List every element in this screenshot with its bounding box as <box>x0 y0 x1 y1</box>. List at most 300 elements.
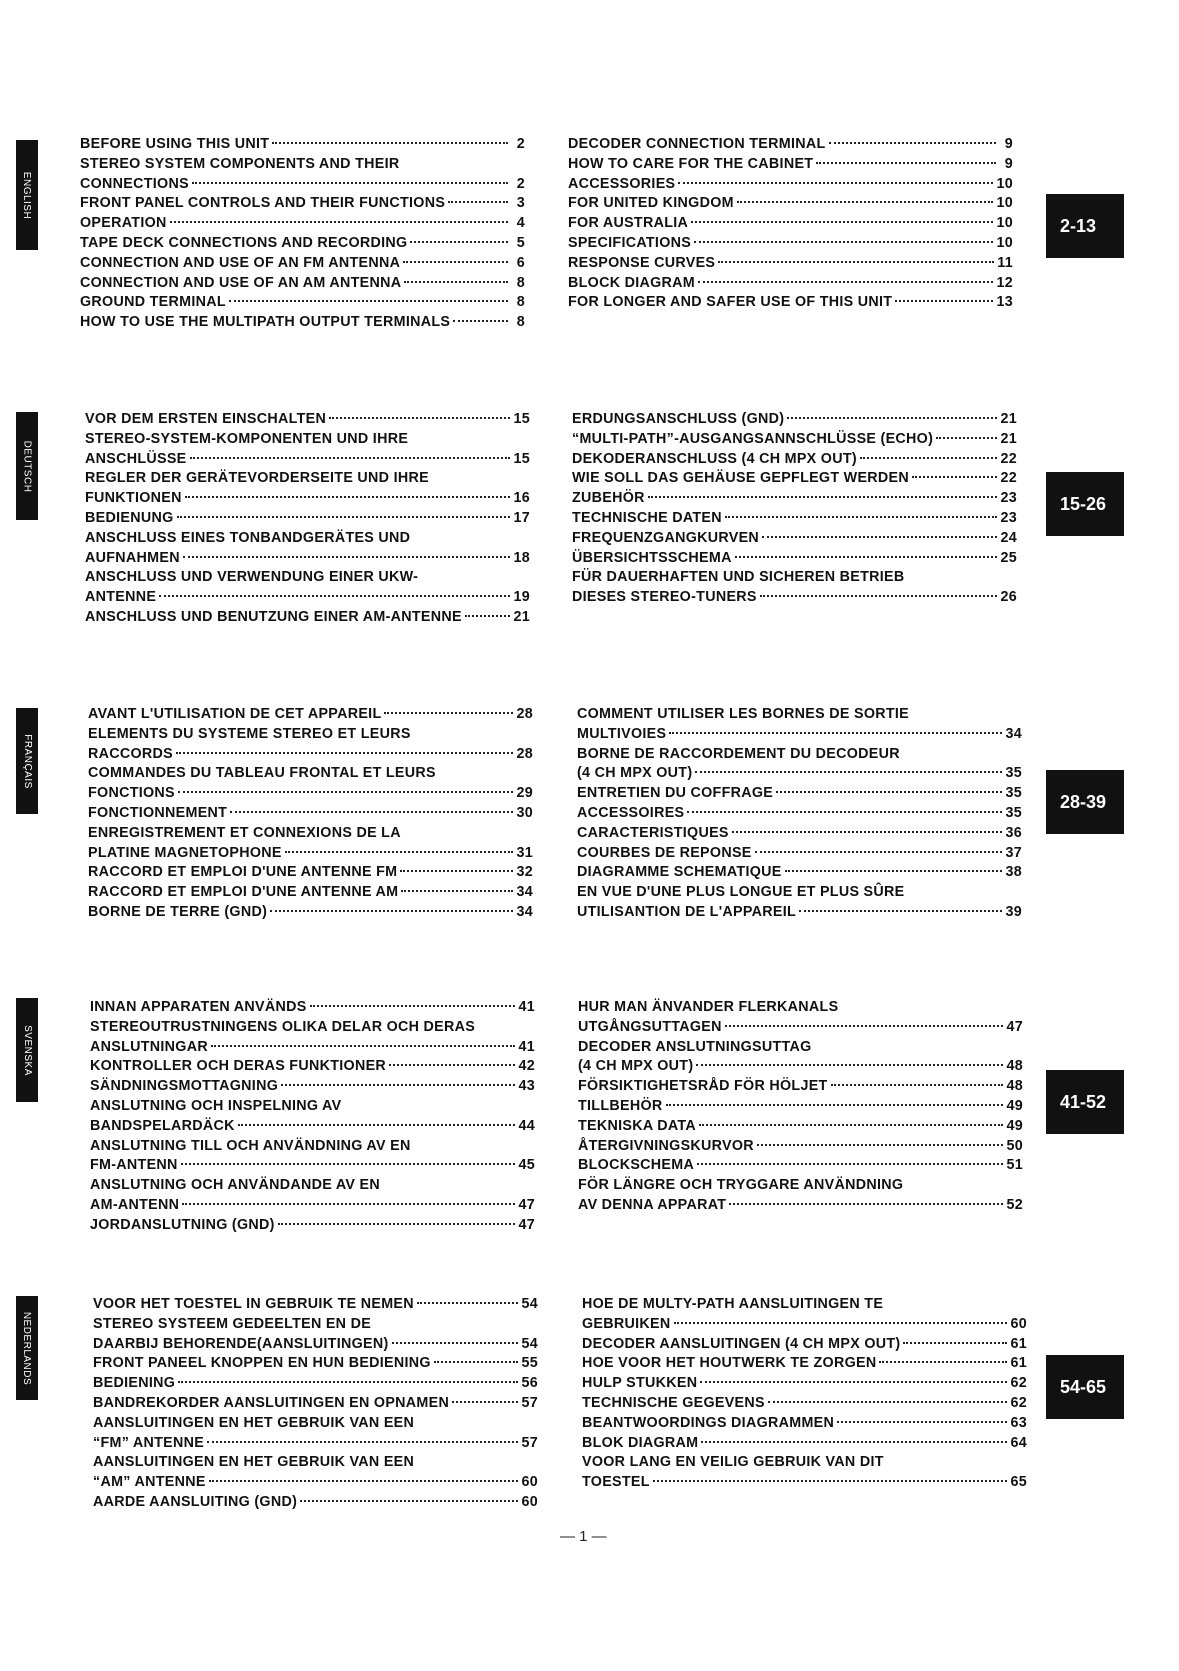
language-tab-nederlands <box>16 1296 38 1400</box>
toc-entry-page: 60 <box>1010 1315 1027 1332</box>
language-label: DEUTSCH <box>21 440 33 492</box>
dot-leader <box>170 221 508 223</box>
toc-entry-page: 35 <box>1005 765 1022 782</box>
toc-entry-page: 62 <box>1010 1394 1027 1411</box>
toc-entry-title: AV DENNA APPARAT <box>578 1196 727 1213</box>
toc-entry <box>578 1038 1023 1058</box>
dot-leader <box>453 320 508 322</box>
toc-entry-title: ENTRETIEN DU COFFRAGE <box>577 785 774 802</box>
toc-entry <box>85 529 530 549</box>
toc-entry-title: ANSLUTNING TILL OCH ANVÄNDNING AV EN <box>90 1137 411 1154</box>
toc-entry-title: ANSLUTNING OCH ANVÄNDANDE AV EN <box>90 1177 380 1194</box>
dot-leader <box>691 221 993 223</box>
dot-leader <box>653 1480 1008 1482</box>
toc-entry-title: FRONT PANEL CONTROLS AND THEIR FUNCTIONS <box>80 195 446 212</box>
toc-entry-title: (4 CH MPX OUT) <box>578 1058 694 1075</box>
toc-entry <box>578 1077 1023 1097</box>
dot-leader <box>238 1124 516 1126</box>
toc-entry-page: 9 <box>1004 136 1013 152</box>
dot-leader <box>278 1223 516 1225</box>
dot-leader <box>448 201 508 203</box>
toc-column-right <box>577 705 1022 923</box>
page-range-tab <box>1046 770 1124 834</box>
toc-entry-title: COURBES DE REPONSE <box>577 844 752 861</box>
toc-entry-page: 41 <box>518 1038 535 1055</box>
dot-leader <box>176 752 513 754</box>
dot-leader <box>404 281 508 283</box>
toc-entry-page: 18 <box>513 549 530 566</box>
toc-entry <box>90 1077 535 1097</box>
toc-entry <box>80 254 525 274</box>
dot-leader <box>829 142 997 144</box>
toc-entry-page: 9 <box>1004 155 1013 172</box>
toc-entry-page: 64 <box>1010 1434 1027 1451</box>
dot-leader <box>903 1342 1007 1344</box>
toc-entry-title: KONTROLLER OCH DERAS FUNKTIONER <box>90 1058 387 1075</box>
toc-entry <box>577 883 1022 903</box>
toc-entry-title: HOW TO CARE FOR THE CABINET <box>568 155 814 172</box>
dot-leader <box>400 870 513 872</box>
toc-entry-title: FOR LONGER AND SAFER USE OF THIS UNIT <box>568 294 893 311</box>
toc-entry <box>88 903 533 923</box>
dot-leader <box>209 1480 519 1482</box>
toc-entry <box>85 430 530 450</box>
language-label: FRANÇAIS <box>21 733 33 789</box>
toc-entry <box>90 1137 535 1157</box>
toc-entry-title: SÄNDNINGSMOTTAGNING <box>90 1078 279 1095</box>
dot-leader <box>192 182 508 184</box>
toc-entry <box>93 1453 538 1473</box>
toc-entry-page: 19 <box>513 589 530 606</box>
toc-entry-title: COMMENT UTILISER LES BORNES DE SORTIE <box>577 706 910 722</box>
toc-column-left <box>80 135 525 333</box>
page-range-label: 41-52 <box>1060 1091 1107 1112</box>
toc-entry-page: 48 <box>1006 1058 1023 1075</box>
toc-entry-page: 47 <box>1006 1018 1023 1035</box>
toc-entry-title: STEREO SYSTEM COMPONENTS AND THEIR <box>80 155 400 172</box>
toc-entry-page: 8 <box>516 314 525 331</box>
toc-entry-page: 30 <box>516 804 533 821</box>
toc-entry-page: 54 <box>521 1296 538 1312</box>
dot-leader <box>725 1025 1004 1027</box>
toc-entry <box>85 410 530 430</box>
toc-entry <box>85 469 530 489</box>
toc-entry <box>572 509 1017 529</box>
dot-leader <box>694 241 993 243</box>
dot-leader <box>695 771 1002 773</box>
toc-entry-page: 34 <box>516 884 533 901</box>
toc-entry-title: DEKODERANSCHLUSS (4 CH MPX OUT) <box>572 450 857 467</box>
toc-entry <box>582 1335 1027 1355</box>
toc-entry-title: VOR DEM ERSTEN EINSCHALTEN <box>85 411 327 427</box>
toc-entry <box>88 804 533 824</box>
toc-entry <box>88 784 533 804</box>
toc-entry-title: CARACTERISTIQUES <box>577 824 729 841</box>
toc-entry-title: GROUND TERMINAL <box>80 294 226 311</box>
toc-entry-title: BEDIENUNG <box>85 509 174 526</box>
toc-entry-title: ELEMENTS DU SYSTEME STEREO ET LEURS <box>88 725 411 742</box>
toc-column-left <box>93 1295 538 1513</box>
dot-leader <box>207 1441 518 1443</box>
toc-entry-title: (4 CH MPX OUT) <box>577 765 693 782</box>
toc-column-right <box>582 1295 1027 1493</box>
page-range-label: 28-39 <box>1060 791 1107 812</box>
toc-entry-title: AANSLUITINGEN EN HET GEBRUIK VAN EEN <box>93 1414 415 1431</box>
toc-entry <box>577 784 1022 804</box>
toc-entry <box>88 705 533 725</box>
toc-entry <box>85 509 530 529</box>
toc-entry-page: 35 <box>1005 804 1022 821</box>
dot-leader <box>648 496 998 498</box>
toc-entry-page: 6 <box>516 254 525 271</box>
toc-entry <box>572 469 1017 489</box>
toc-entry-title: DAARBIJ BEHORENDE(AANSLUITINGEN) <box>93 1335 389 1352</box>
toc-entry-page: 54 <box>521 1335 538 1352</box>
toc-entry-page: 23 <box>1000 509 1017 526</box>
dot-leader <box>837 1421 1007 1423</box>
toc-entry <box>88 863 533 883</box>
toc-entry <box>93 1493 538 1513</box>
toc-entry <box>572 410 1017 430</box>
toc-entry <box>80 175 525 195</box>
dot-leader <box>434 1361 519 1363</box>
toc-entry <box>582 1394 1027 1414</box>
toc-entry-title: FONCTIONS <box>88 785 175 802</box>
dot-leader <box>785 870 1003 872</box>
toc-entry-title: ANSCHLÜSSE <box>85 450 187 467</box>
toc-entry <box>88 745 533 765</box>
dot-leader <box>696 1064 1003 1066</box>
toc-entry-page: 16 <box>513 490 530 507</box>
toc-entry <box>93 1315 538 1335</box>
toc-entry-page: 4 <box>516 215 525 232</box>
toc-entry <box>90 1057 535 1077</box>
toc-entry <box>578 1018 1023 1038</box>
dot-leader <box>776 791 1002 793</box>
dot-leader <box>300 1500 518 1502</box>
toc-entry <box>93 1434 538 1454</box>
toc-entry-title: RACCORD ET EMPLOI D'UNE ANTENNE FM <box>88 864 398 881</box>
toc-entry-page: 43 <box>518 1078 535 1095</box>
toc-entry-title: STEREO SYSTEEM GEDEELTEN EN DE <box>93 1315 372 1332</box>
toc-entry-title: HOW TO USE THE MULTIPATH OUTPUT TERMINALS <box>80 314 451 331</box>
dot-leader <box>732 831 1003 833</box>
toc-entry-title: RESPONSE CURVES <box>568 254 716 271</box>
toc-entry-page: 39 <box>1005 903 1022 920</box>
toc-entry-page: 10 <box>996 215 1013 232</box>
toc-entry <box>90 1038 535 1058</box>
toc-entry-page: 60 <box>521 1493 538 1510</box>
toc-entry <box>577 725 1022 745</box>
dot-leader <box>757 1144 1004 1146</box>
toc-entry-title: FÖRSIKTIGHETSRÅD FÖR HÖLJET <box>578 1078 828 1095</box>
toc-entry <box>80 274 525 294</box>
toc-entry-page: 10 <box>996 175 1013 192</box>
dot-leader <box>389 1064 515 1066</box>
toc-entry-title: OPERATION <box>80 215 167 232</box>
toc-entry <box>568 293 1013 313</box>
toc-entry <box>93 1295 538 1315</box>
toc-entry <box>88 764 533 784</box>
toc-entry-page: 61 <box>1010 1335 1027 1352</box>
toc-entry-page: 15 <box>513 411 530 427</box>
toc-entry-title: FRONT PANEEL KNOPPEN EN HUN BEDIENING <box>93 1355 431 1372</box>
toc-entry-page: 24 <box>1000 529 1017 546</box>
toc-entry-page: 65 <box>1010 1474 1027 1491</box>
toc-entry-page: 50 <box>1006 1137 1023 1154</box>
toc-entry-page: 26 <box>1000 589 1017 606</box>
toc-entry-title: ANSCHLUSS UND BENUTZUNG EINER AM-ANTENNE <box>85 608 462 625</box>
dot-leader <box>181 1163 516 1165</box>
toc-entry-page: 5 <box>516 234 525 251</box>
toc-entry-title: PLATINE MAGNETOPHONE <box>88 844 282 861</box>
dot-leader <box>787 417 997 419</box>
toc-entry <box>578 1137 1023 1157</box>
dot-leader <box>392 1342 519 1344</box>
toc-entry-page: 52 <box>1006 1196 1023 1213</box>
toc-entry-page: 34 <box>1005 725 1022 742</box>
page-range-tab <box>1046 472 1124 536</box>
toc-entry-page: 32 <box>516 864 533 881</box>
language-label: NEDERLANDS <box>21 1311 33 1385</box>
toc-entry <box>90 1176 535 1196</box>
dot-leader <box>229 300 508 302</box>
toc-entry-title: ÅTERGIVNINGSKURVOR <box>578 1137 754 1154</box>
toc-entry <box>85 549 530 569</box>
dot-leader <box>936 437 997 439</box>
toc-entry <box>578 1176 1023 1196</box>
toc-entry <box>568 175 1013 195</box>
toc-entry <box>85 608 530 628</box>
dot-leader <box>697 1163 1003 1165</box>
dot-leader <box>178 791 514 793</box>
toc-entry <box>80 155 525 175</box>
toc-entry <box>568 274 1013 294</box>
dot-leader <box>725 516 998 518</box>
dot-leader <box>211 1045 516 1047</box>
toc-entry <box>578 1057 1023 1077</box>
dot-leader <box>860 457 998 459</box>
toc-entry <box>85 450 530 470</box>
toc-entry-page: 13 <box>996 294 1013 311</box>
dot-leader <box>760 595 998 597</box>
toc-column-right <box>578 998 1023 1216</box>
toc-entry-title: FONCTIONNEMENT <box>88 804 228 821</box>
toc-entry-page: 29 <box>516 785 533 802</box>
toc-entry <box>85 489 530 509</box>
toc-column-right <box>572 410 1017 608</box>
toc-entry-title: UTGÅNGSUTTAGEN <box>578 1018 722 1035</box>
toc-entry-title: FÖR LÄNGRE OCH TRYGGARE ANVÄNDNING <box>578 1177 904 1194</box>
toc-entry-page: 47 <box>518 1216 535 1233</box>
dot-leader <box>182 1203 515 1205</box>
toc-entry-page: 38 <box>1005 864 1022 881</box>
dot-leader <box>410 241 508 243</box>
toc-entry-page: 3 <box>516 195 525 212</box>
toc-entry-title: TILLBEHÖR <box>578 1097 663 1114</box>
toc-entry <box>93 1394 538 1414</box>
toc-entry-page: 15 <box>513 450 530 467</box>
toc-entry <box>582 1354 1027 1374</box>
toc-entry-title: “AM” ANTENNE <box>93 1474 206 1491</box>
toc-entry-title: STEREOUTRUSTNINGENS OLIKA DELAR OCH DERAS <box>90 1018 476 1035</box>
toc-entry-title: ZUBEHÖR <box>572 490 645 507</box>
toc-entry-title: VOOR LANG EN VEILIG GEBRUIK VAN DIT <box>582 1454 884 1471</box>
toc-entry <box>568 194 1013 214</box>
toc-column-right <box>568 135 1013 313</box>
toc-entry-title: CONNECTION AND USE OF AN FM ANTENNA <box>80 254 401 271</box>
page-range-label: 2-13 <box>1060 215 1097 236</box>
toc-entry <box>80 293 525 313</box>
dot-leader <box>190 457 511 459</box>
toc-entry-page: 22 <box>1000 470 1017 487</box>
page-range-tab <box>1046 1355 1124 1419</box>
toc-entry-title: REGLER DER GERÄTEVORDERSEITE UND IHRE <box>85 470 429 487</box>
toc-entry-title: AARDE AANSLUITING (GND) <box>93 1493 298 1510</box>
toc-entry <box>582 1295 1027 1315</box>
toc-entry <box>93 1354 538 1374</box>
toc-entry-title: CONNECTIONS <box>80 175 189 192</box>
toc-entry-page: 41 <box>518 999 535 1015</box>
toc-entry-title: FM-ANTENN <box>90 1157 178 1174</box>
toc-entry-title: BEDIENING <box>93 1375 176 1392</box>
toc-entry <box>577 804 1022 824</box>
toc-entry-page: 2 <box>516 136 525 152</box>
toc-entry-page: 31 <box>516 844 533 861</box>
toc-entry <box>578 1156 1023 1176</box>
toc-entry <box>93 1473 538 1493</box>
toc-entry-title: ANSLUTNING OCH INSPELNING AV <box>90 1097 342 1114</box>
toc-entry <box>578 1117 1023 1137</box>
language-tab-svenska <box>16 998 38 1102</box>
toc-entry <box>572 588 1017 608</box>
toc-entry-page: 37 <box>1005 844 1022 861</box>
toc-entry-title: CONNECTION AND USE OF AN AM ANTENNA <box>80 274 402 291</box>
dot-leader <box>666 1104 1004 1106</box>
toc-entry <box>568 234 1013 254</box>
toc-entry-title: FOR UNITED KINGDOM <box>568 195 734 212</box>
toc-entry-title: FREQUENZGANGKURVEN <box>572 529 760 546</box>
toc-entry <box>90 1216 535 1236</box>
toc-entry-title: BLOCK DIAGRAM <box>568 274 696 291</box>
toc-entry-title: HULP STUKKEN <box>582 1375 698 1392</box>
toc-entry-title: TEKNISKA DATA <box>578 1117 697 1134</box>
toc-entry-title: ANTENNE <box>85 589 157 606</box>
toc-entry <box>577 745 1022 765</box>
toc-entry <box>582 1453 1027 1473</box>
toc-entry-title: ERDUNGSANSCHLUSS (GND) <box>572 411 785 427</box>
toc-entry <box>80 234 525 254</box>
toc-entry-title: TECHNISCHE GEGEVENS <box>582 1394 765 1411</box>
toc-entry-title: SPECIFICATIONS <box>568 234 692 251</box>
dot-leader <box>403 261 508 263</box>
dot-leader <box>698 281 993 283</box>
toc-entry-page: 57 <box>521 1394 538 1411</box>
toc-entry-title: EN VUE D'UNE PLUS LONGUE ET PLUS SÛRE <box>577 884 905 901</box>
dot-leader <box>718 261 994 263</box>
dot-leader <box>755 851 1003 853</box>
toc-entry-title: AVANT L'UTILISATION DE CET APPAREIL <box>88 706 382 722</box>
toc-entry <box>80 313 525 333</box>
toc-entry <box>568 155 1013 175</box>
toc-entry-title: HOE DE MULTY-PATH AANSLUITINGEN TE <box>582 1296 884 1312</box>
dot-leader <box>879 1361 1007 1363</box>
dot-leader <box>230 811 513 813</box>
toc-entry <box>568 135 1013 155</box>
toc-entry-title: HUR MAN ÄNVANDER FLERKANALS <box>578 999 839 1015</box>
toc-entry-title: HOE VOOR HET HOUTWERK TE ZORGEN <box>582 1355 877 1372</box>
toc-entry <box>88 844 533 864</box>
toc-entry-title: “FM” ANTENNE <box>93 1434 205 1451</box>
toc-entry-title: DECODER ANSLUTNINGSUTTAG <box>578 1038 812 1055</box>
toc-entry-page: 36 <box>1005 824 1022 841</box>
toc-entry-page: 8 <box>516 274 525 291</box>
dot-leader <box>285 851 514 853</box>
dot-leader <box>452 1401 518 1403</box>
dot-leader <box>735 556 998 558</box>
toc-entry-title: RACCORD ET EMPLOI D'UNE ANTENNE AM <box>88 884 399 901</box>
toc-entry <box>578 1196 1023 1216</box>
toc-entry-page: 56 <box>521 1375 538 1392</box>
toc-entry <box>88 883 533 903</box>
toc-entry-page: 11 <box>997 254 1013 271</box>
toc-entry <box>568 214 1013 234</box>
page-range-tab <box>1046 194 1124 258</box>
toc-column-left <box>90 998 535 1236</box>
toc-entry-page: 48 <box>1006 1078 1023 1095</box>
language-tab-english <box>16 140 38 250</box>
toc-entry-page: 23 <box>1000 490 1017 507</box>
toc-entry <box>572 529 1017 549</box>
dot-leader <box>401 890 513 892</box>
dot-leader <box>674 1322 1008 1324</box>
toc-entry-title: TAPE DECK CONNECTIONS AND RECORDING <box>80 234 408 251</box>
toc-entry <box>572 450 1017 470</box>
toc-entry <box>572 489 1017 509</box>
dot-leader <box>831 1084 1004 1086</box>
toc-entry-title: BEANTWOORDINGS DIAGRAMMEN <box>582 1414 835 1431</box>
toc-entry-title: INNAN APPARATEN ANVÄNDS <box>90 999 307 1015</box>
toc-entry-page: 12 <box>996 274 1013 291</box>
toc-entry <box>85 588 530 608</box>
toc-entry-title: STEREO-SYSTEM-KOMPONENTEN UND IHRE <box>85 430 409 447</box>
toc-entry-title: BEFORE USING THIS UNIT <box>80 136 270 152</box>
language-tab-deutsch <box>16 412 38 520</box>
toc-entry-page: 63 <box>1010 1414 1027 1431</box>
toc-entry-title: WIE SOLL DAS GEHÄUSE GEPFLEGT WERDEN <box>572 470 910 487</box>
dot-leader <box>700 1381 1007 1383</box>
toc-entry-page: 28 <box>516 706 533 722</box>
toc-column-left <box>85 410 530 628</box>
toc-entry <box>80 135 525 155</box>
toc-entry-page: 35 <box>1005 785 1022 802</box>
dot-leader <box>895 300 993 302</box>
toc-entry <box>93 1335 538 1355</box>
toc-entry <box>93 1374 538 1394</box>
toc-entry-page: 10 <box>996 195 1013 212</box>
dot-leader <box>159 595 510 597</box>
language-tab-francais <box>16 708 38 814</box>
dot-leader <box>768 1401 1008 1403</box>
page-range-label: 15-26 <box>1060 493 1107 514</box>
dot-leader <box>799 910 1002 912</box>
toc-entry-page: 61 <box>1010 1355 1027 1372</box>
toc-entry-title: ANSCHLUSS EINES TONBANDGERÄTES UND <box>85 529 411 546</box>
toc-entry-title: UTILISANTION DE L'APPAREIL <box>577 903 797 920</box>
dot-leader <box>384 712 513 714</box>
toc-entry <box>568 254 1013 274</box>
toc-entry-title: TECHNISCHE DATEN <box>572 509 722 526</box>
